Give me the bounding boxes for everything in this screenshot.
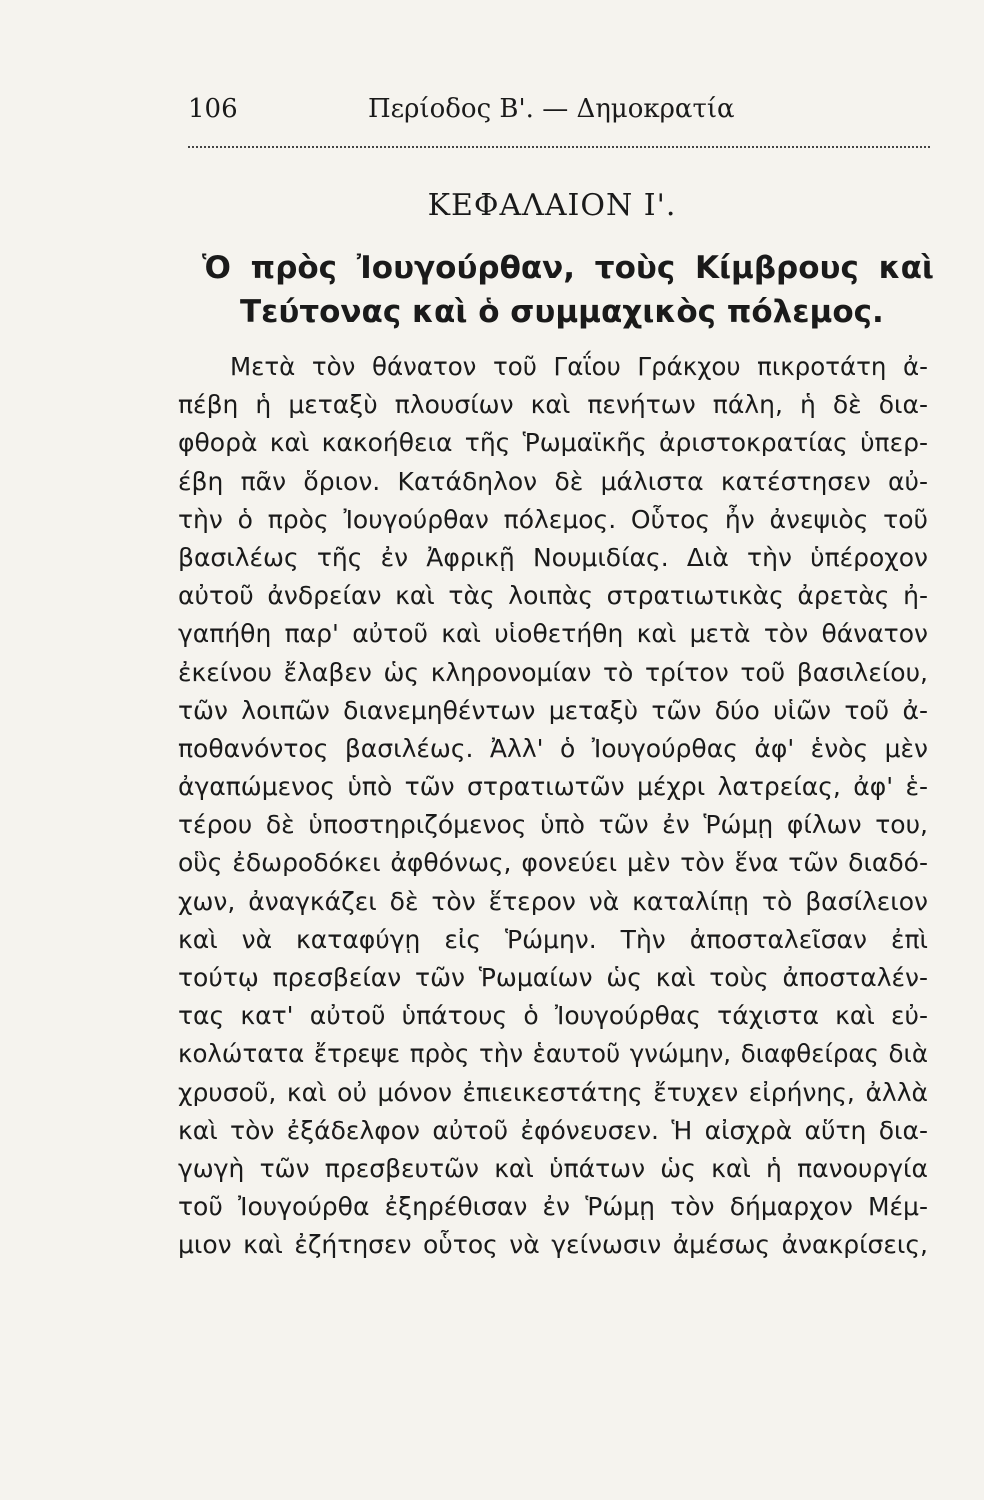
text-line: Μετὰ τὸν θάνατον τοῦ Γαΐου Γράκχου πικροτάτη ἀ- <box>230 352 928 381</box>
text-line: χων, ἀναγκάζει δὲ τὸν ἕτερον νὰ καταλίπῃ τὸ βασίλειον <box>178 886 928 916</box>
text-line: τοῦ Ἰουγούρθα ἐξηρέθισαν ἐν Ῥώμῃ τὸν δήμαρχον Μέμ- <box>178 1192 928 1222</box>
running-header <box>188 94 928 134</box>
text-line: φθορὰ καὶ κακοήθεια τῆς Ῥωμαϊκῆς ἀριστοκρατίας ὑπερ- <box>178 428 928 458</box>
text-line: τέρου δὲ ὑποστηριζόμενος ὑπὸ τῶν ἐν Ῥώμῃ φίλων του, <box>178 810 928 840</box>
text-line: βασιλέως τῆς ἐν Ἀφρικῇ Νουμιδίας. Διὰ τὴν ὑπέροχον <box>178 542 928 572</box>
text-line: τας κατ' αὐτοῦ ὑπάτους ὁ Ἰουγούρθας τάχιστα καὶ εὐ- <box>178 1001 928 1031</box>
chapter-title-line: Τεύτονας καὶ ὁ συμμαχικὸς πόλεμος. <box>240 294 884 330</box>
text-line: ἀγαπώμενος ὑπὸ τῶν στρατιωτῶν μέχρι λατρείας, ἀφ' ἑ- <box>178 772 928 802</box>
text-line: καὶ τὸν ἐξάδελφον αὐτοῦ ἐφόνευσεν. Ἡ αἰσχρὰ αὕτη δια- <box>178 1115 928 1145</box>
header-dotted-rule <box>188 146 930 148</box>
body-paragraph <box>178 348 928 1265</box>
chapter-title-line: Ὁ πρὸς Ἰουγούρθαν, τοὺς Κίμβρους καὶ <box>202 250 934 286</box>
running-title: Περίοδος Β'. — Δημοκρατία <box>368 94 735 124</box>
text-line: χρυσοῦ, καὶ οὐ μόνον ἐπιεικεστάτης ἔτυχεν εἰρήνης, ἀλλὰ <box>178 1077 928 1107</box>
text-line: κολώτατα ἔτρεψε πρὸς τὴν ἑαυτοῦ γνώμην, διαφθείρας διὰ <box>178 1039 928 1069</box>
text-line: ποθανόντος βασιλέως. Ἀλλ' ὁ Ἰουγούρθας ἀφ' ἑνὸς μὲν <box>178 733 928 763</box>
text-line: καὶ νὰ καταφύγῃ εἰς Ῥώμην. Τὴν ἀποσταλεῖσαν ἐπὶ <box>178 924 928 954</box>
text-line: οὓς ἐδωροδόκει ἀφθόνως, φονεύει μὲν τὸν ἕνα τῶν διαδό- <box>178 848 928 878</box>
page-number: 106 <box>188 94 238 124</box>
text-line: γωγὴ τῶν πρεσβευτῶν καὶ ὑπάτων ὡς καὶ ἡ πανουργία <box>178 1153 928 1183</box>
text-line: τῶν λοιπῶν διανεμηθέντων μεταξὺ τῶν δύο υἱῶν τοῦ ἀ- <box>178 695 928 725</box>
text-line: πέβη ἡ μεταξὺ πλουσίων καὶ πενήτων πάλη, ἡ δὲ δια- <box>178 390 928 420</box>
text-line: αὐτοῦ ἀνδρείαν καὶ τὰς λοιπὰς στρατιωτικὰς ἀρετὰς ἠ- <box>178 581 928 611</box>
chapter-label: ΚΕΦΑΛΑΙΟΝ Ι'. <box>427 188 677 223</box>
text-line: γαπήθη παρ' αὐτοῦ καὶ υἱοθετήθη καὶ μετὰ τὸν θάνατον <box>178 619 928 649</box>
chapter-title <box>202 246 934 334</box>
text-line: ἐκείνου ἔλαβεν ὡς κληρονομίαν τὸ τρίτον τοῦ βασιλείου, <box>178 657 928 687</box>
text-line: τούτῳ πρεσβείαν τῶν Ῥωμαίων ὡς καὶ τοὺς ἀποσταλέν- <box>178 963 928 992</box>
text-line: μιον καὶ ἐζήτησεν οὗτος νὰ γείνωσιν ἀμέσως ἀνακρίσεις, <box>178 1230 928 1260</box>
text-line: έβη πᾶν ὅριον. Κατάδηλον δὲ μάλιστα κατέστησεν αὐ- <box>178 466 928 496</box>
text-line: τὴν ὁ πρὸς Ἰουγούρθαν πόλεμος. Οὗτος ἦν ἀνεψιὸς τοῦ <box>178 504 928 534</box>
